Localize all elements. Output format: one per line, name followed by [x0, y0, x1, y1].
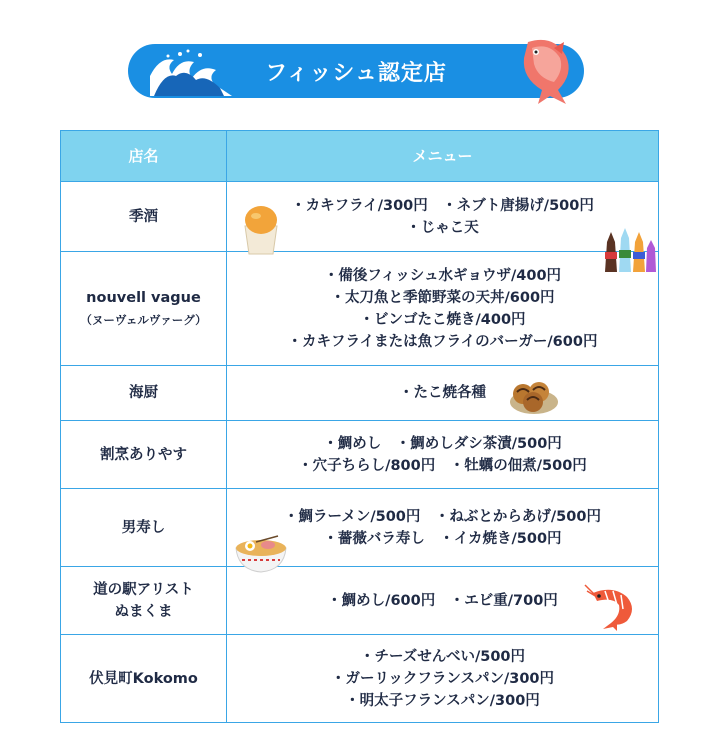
header-menu: メニュー — [227, 131, 659, 182]
menu-item: ・カキフライ/300円 ・ネブト唐揚げ/500円 — [291, 197, 594, 214]
menu-cell — [227, 567, 659, 635]
table-row — [61, 635, 659, 723]
menu-item: ・じゃこ天 — [406, 219, 479, 236]
menu-item: ・明太子フランスパン/300円 — [345, 692, 540, 709]
menu-cell — [227, 366, 659, 421]
header-shop-name: 店名 — [61, 131, 227, 182]
menu-item: ・鯛めし ・鯛めしダシ茶漬/500円 — [323, 435, 562, 452]
menu-cell — [227, 182, 659, 252]
menu-item: ・鯛ラーメン/500円 ・ねぶとからあげ/500円 — [284, 508, 601, 525]
shop-name: 海厨 — [129, 385, 158, 401]
page-title: フィッシュ認定店 — [265, 60, 447, 86]
menu-item: ・鯛めし/600円 ・エビ重/700円 — [327, 592, 558, 609]
menu-cell — [227, 421, 659, 489]
menu-item: ・カキフライまたは魚フライのバーガー/600円 — [287, 333, 598, 350]
table-row — [61, 489, 659, 567]
shop-name-cell — [61, 182, 227, 252]
shop-name: nouvell vague — [86, 289, 201, 306]
menu-item: ・備後フィッシュ水ギョウザ/400円 — [323, 267, 562, 284]
shop-name: 割烹ありやす — [100, 446, 187, 463]
shop-name: 男寿し — [121, 519, 166, 536]
sea-bream-icon — [514, 34, 578, 106]
menu-item: ・チーズせんべい/500円 — [359, 648, 526, 665]
shop-name-reading: （ヌーヴェルヴァーグ） — [80, 312, 207, 327]
menu-item: ・薔薇バラ寿し ・イカ焼き/500円 — [323, 530, 562, 547]
table-row — [61, 421, 659, 489]
shop-name: 道の駅アリスト — [93, 581, 194, 598]
menu-item: ・たこ焼各種 — [399, 385, 486, 401]
shop-name-cell — [61, 252, 227, 366]
table-header-row — [61, 131, 659, 182]
menu-cell — [227, 489, 659, 567]
shop-name-cell — [61, 421, 227, 489]
table-row — [61, 366, 659, 421]
table-row — [61, 567, 659, 635]
menu-cell — [227, 252, 659, 366]
shop-name-cell — [61, 366, 227, 421]
shop-name-cell — [61, 489, 227, 567]
shop-menu-table — [60, 130, 659, 723]
wave-icon — [150, 46, 232, 96]
menu-item: ・ガーリックフランスパン/300円 — [330, 670, 555, 687]
shop-name-line-2: ぬまくま — [114, 603, 173, 620]
menu-item: ・ビンゴたこ焼き/400円 — [359, 311, 526, 328]
table-row — [61, 182, 659, 252]
title-banner — [128, 44, 584, 98]
shop-name: 季酒 — [129, 208, 158, 225]
menu-item: ・穴子ちらし/800円 ・牡蠣の佃煮/500円 — [298, 457, 587, 474]
menu-cell — [227, 635, 659, 723]
table-row — [61, 252, 659, 366]
shop-name-cell — [61, 567, 227, 635]
shop-name-cell — [61, 635, 227, 723]
shop-name: 伏見町Kokomo — [89, 670, 198, 687]
menu-item: ・太刀魚と季節野菜の天丼/600円 — [330, 289, 555, 306]
